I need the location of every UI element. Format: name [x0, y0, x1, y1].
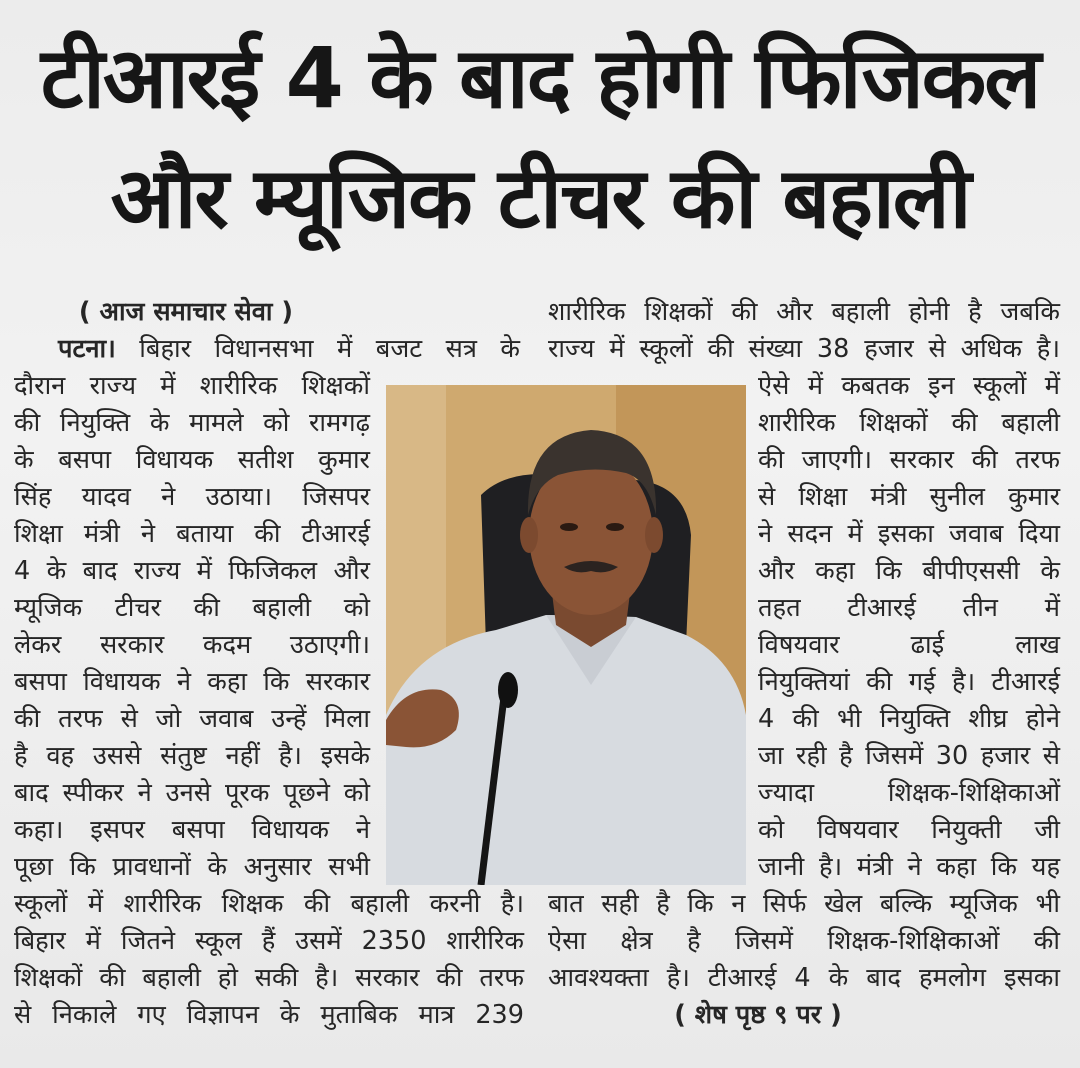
article-line: बिहार में जितने स्कूल हैं उसमें 2350 शारीरिक: [14, 926, 524, 956]
article-line: विषयवार ढाई लाख: [758, 630, 1060, 660]
article-line: आवश्यक्ता है। टीआरई 4 के बाद हमलोग इसका: [548, 963, 1060, 993]
article-line: नियुक्तियां की गई है। टीआरई: [758, 667, 1060, 697]
article-line: जानी है। मंत्री ने कहा कि यह: [758, 852, 1060, 882]
article-line: है वह उससे संतुष्ट नहीं है। इसके: [14, 741, 370, 771]
article-line: से निकाले गए विज्ञापन के मुताबिक मात्र 239: [14, 1000, 524, 1030]
article-line: शारीरिक शिक्षकों की और बहाली होनी है जबकि: [548, 297, 1060, 327]
article-line: शिक्षा मंत्री ने बताया की टीआरई: [14, 519, 370, 549]
headline-line-1: टीआरई 4 के बाद होगी फिजिकल: [40, 29, 1040, 127]
article-line: ने सदन में इसका जवाब दिया: [758, 519, 1060, 549]
article-line: सिंह यादव ने उठाया। जिसपर: [14, 482, 370, 512]
article-line: राज्य में स्कूलों की संख्या 38 हजार से अधिक है।: [548, 334, 1060, 364]
article-line: और कहा कि बीपीएससी के: [758, 556, 1060, 586]
article-line: ज्यादा शिक्षक-शिक्षिकाओं: [758, 778, 1060, 808]
article-line: बात सही है कि न सिर्फ खेल बल्कि म्यूजिक भी: [548, 889, 1060, 919]
article-line: तहत टीआरई तीन में: [758, 593, 1060, 623]
article-line: लेकर सरकार कदम उठाएगी।: [14, 630, 370, 660]
minister-photo-illustration: [386, 385, 746, 885]
article-line: 4 की भी नियुक्ति शीघ्र होने: [758, 704, 1060, 734]
article-line: स्कूलों में शारीरिक शिक्षक की बहाली करनी है।: [14, 889, 524, 919]
article-line: की नियुक्ति के मामले को रामगढ़: [14, 408, 370, 438]
article-line: कहा। इसपर बसपा विधायक ने: [14, 815, 370, 845]
article-line: की जाएगी। सरकार की तरफ: [758, 445, 1060, 475]
article-line: बाद स्पीकर ने उनसे पूरक पूछने को: [14, 778, 370, 808]
article-line: से शिक्षा मंत्री सुनील कुमार: [758, 482, 1060, 512]
article-line: पटना। बिहार विधानसभा में बजट सत्र के: [58, 334, 521, 364]
article-line: जा रही है जिसमें 30 हजार से: [758, 741, 1060, 771]
headline-line-2: और म्यूजिक टीचर की बहाली: [110, 149, 970, 247]
article-line: ऐसा क्षेत्र है जिसमें शिक्षक-शिक्षिकाओं की: [548, 926, 1060, 956]
article-line: ऐसे में कबतक इन स्कूलों में: [758, 371, 1060, 401]
article-line: के बसपा विधायक सतीश कुमार: [14, 445, 370, 475]
dateline: पटना।: [58, 334, 116, 364]
article-line: 4 के बाद राज्य में फिजिकल और: [14, 556, 370, 586]
article-line: शिक्षकों की बहाली हो सकी है। सरकार की तरफ: [14, 963, 524, 993]
news-source: ( आज समाचार सेवा ): [78, 297, 294, 327]
article-line: म्यूजिक टीचर की बहाली को: [14, 593, 370, 623]
article-line: को विषयवार नियुक्ती जी: [758, 815, 1060, 845]
article-line: शारीरिक शिक्षकों की बहाली: [758, 408, 1060, 438]
minister-photo: [386, 385, 746, 885]
article-line: बसपा विधायक ने कहा कि सरकार: [14, 667, 370, 697]
article-line: की तरफ से जो जवाब उन्हें मिला: [14, 704, 370, 734]
article-line: पूछा कि प्रावधानों के अनुसार सभी: [14, 852, 370, 882]
article-line: दौरान राज्य में शारीरिक शिक्षकों: [14, 371, 370, 401]
continued-notice: ( शेष पृष्ठ ९ पर ): [674, 1000, 842, 1030]
